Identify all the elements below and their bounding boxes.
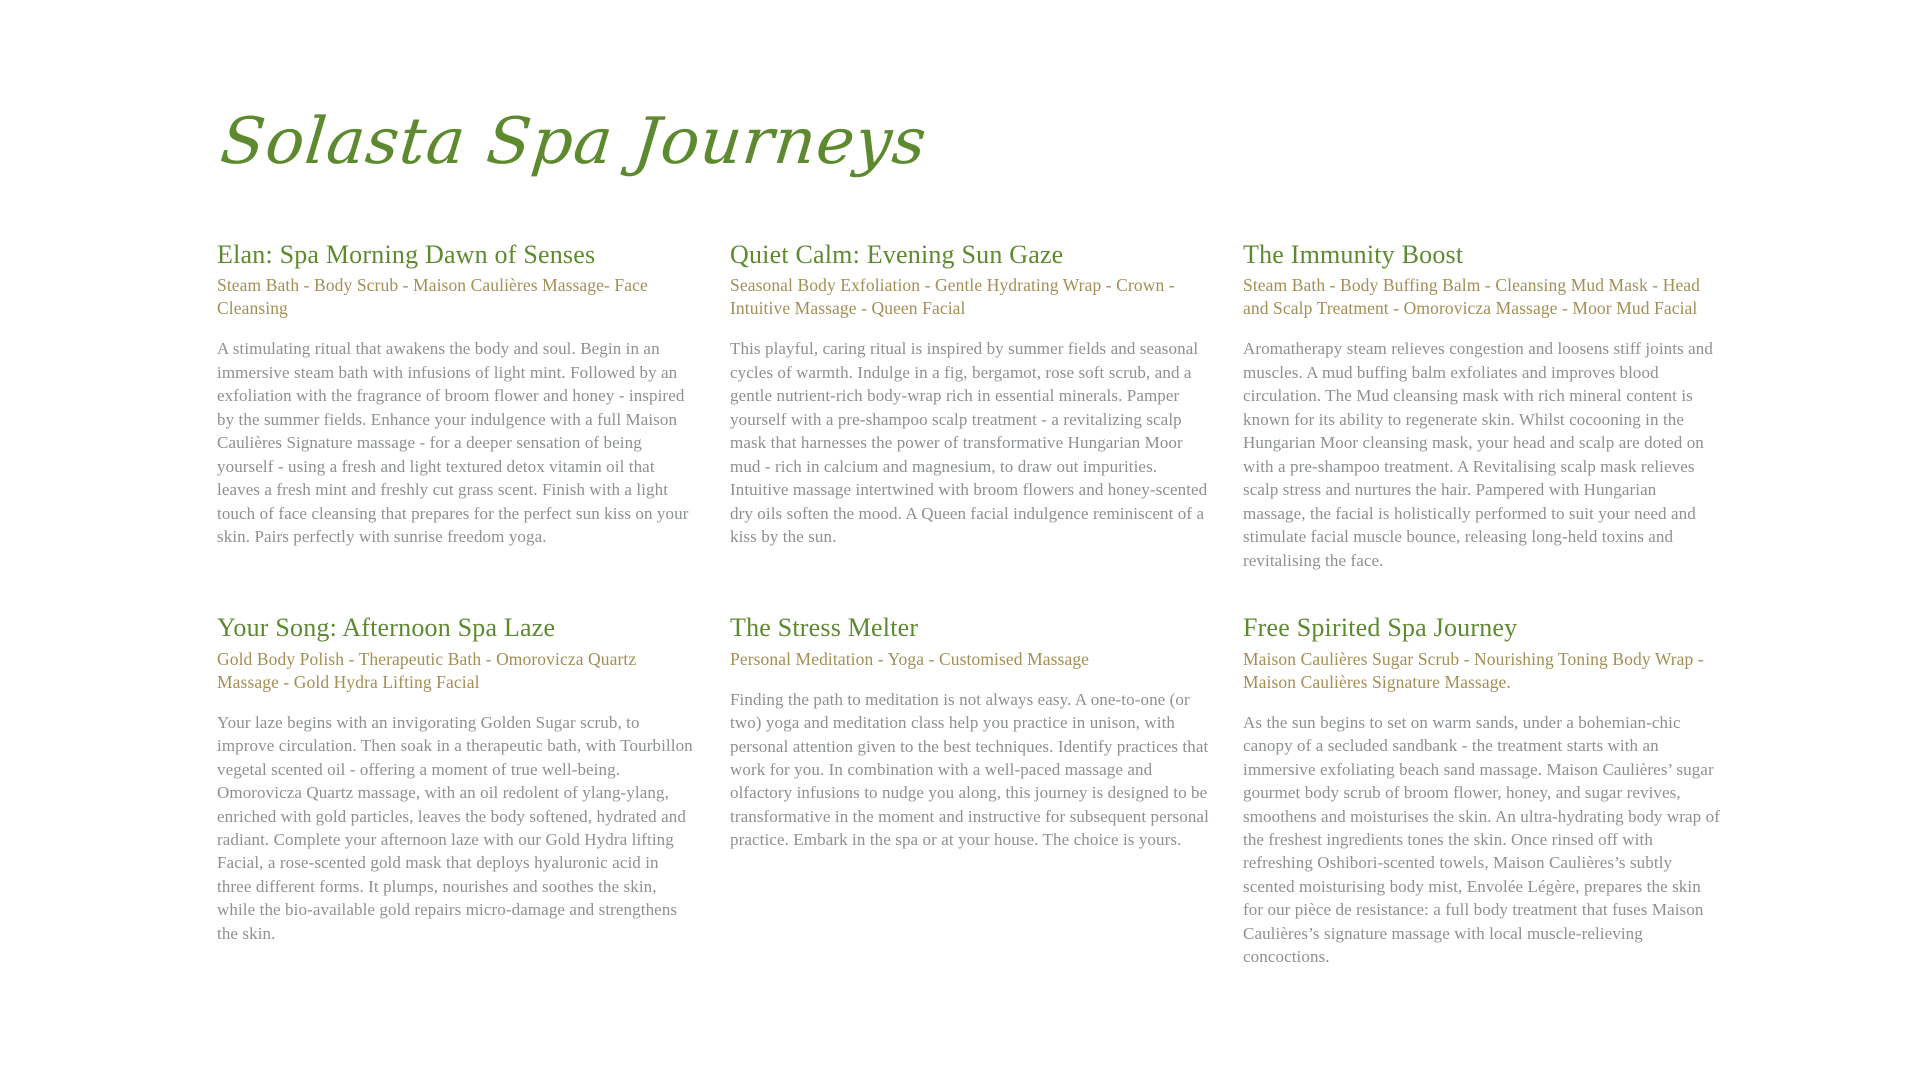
journey-description: As the sun begins to set on warm sands, under a bohemian-chic canopy of a secluded sandbank - the treatment starts with an immersive exfoliating beach sand massage. Maison Caulières’ sugar gourmet body scrub of broom flower, honey, and sugar revives, smoothens and moisturises the skin. An ultra-hydrating body wrap of the freshest ingredients tones the skin. Once rinsed off with refreshing Oshibori-scented towels, Maison Caulières’s subtly scented moisturising body mist, Envolée Légère, prepares the skin for our pièce de resistance: a full body treatment that fuses Maison Caulières’s signature massage with local muscle-relieving concoctions. [1243,712,1720,967]
journey-treatments: Seasonal Body Exfoliation - Gentle Hydrating Wrap - Crown - Intuitive Massage - Queen Facial [730,275,1175,319]
journey-treatments: Steam Bath - Body Scrub - Maison Caulières Massage- Face Cleansing [217,275,648,319]
journey-treatments: Steam Bath - Body Buffing Balm - Cleansing Mud Mask - Head and Scalp Treatment - Omorovicza Massage - Moor Mud Facial [1243,275,1701,319]
journey-description: Aromatherapy steam relieves congestion and loosens stiff joints and muscles. A mud buffing balm exfoliates and improves blood circulation. The Mud cleansing mask with rich mineral content is known for its ability to regenerate skin. Whilst cocooning in the Hungarian Moor cleansing mask, your head and scalp are doted on with a pre-shampoo treatment. A Revitalising scalp mask relieves scalp stress and nurtures the hair. Pampered with Hungarian massage, the facial is holistically performed to suit your need and stimulate facial muscle bounce, releasing long-held toxins and revitalising the face. [1243,339,1713,570]
journey-card-your-song [217,612,697,945]
journey-title: Your Song: Afternoon Spa Laze [217,613,556,643]
journeys-grid [217,239,1920,969]
journey-title: Free Spirited Spa Journey [1243,613,1518,643]
journey-description: A stimulating ritual that awakens the body and soul. Begin in an immersive steam bath with infusions of light mint. Followed by an exfoliation with the fragrance of broom flower and honey - inspired by the summer fields. Enhance your indulgence with a full Maison Caulières Signature massage - for a deeper sensation of being yourself - using a fresh and light textured detox vitamin oil that leaves a fresh mint and freshly cut grass scent. Finish with a light touch of face cleansing that prepares for the perfect sun kiss on your skin. Pairs perfectly with sunrise freedom yoga. [217,339,689,547]
journey-title: Quiet Calm: Evening Sun Gaze [730,239,1064,269]
journey-card-stress-melter [730,612,1210,852]
journey-title: Elan: Spa Morning Dawn of Senses [217,239,596,269]
journey-description: Your laze begins with an invigorating Golden Sugar scrub, to improve circulation. Then soak in a therapeutic bath, with Tourbillon vegetal scented oil - offering a moment of true well-being. Omorovicza Quartz massage, with an oil redolent of ylang-ylang, enriched with gold particles, leaves the body softened, hydrated and radiant. Complete your afternoon laze with our Gold Hydra lifting Facial, a rose-scented gold mask that deploys hyaluronic acid in three different forms. It plumps, nourishes and soothes the skin, while the bio-available gold repairs micro-damage and strengthens the skin. [217,712,693,943]
journey-card-quiet-calm [730,239,1210,549]
journey-title: The Immunity Boost [1243,239,1464,269]
journey-card-immunity-boost [1243,239,1723,572]
journey-card-elan [217,239,697,549]
journey-treatments: Maison Caulières Sugar Scrub - Nourishing Toning Body Wrap - Maison Caulières Signature Massage. [1243,648,1704,692]
journey-description: Finding the path to meditation is not always easy. A one-to-one (or two) yoga and meditation class help you practice in unison, with personal attention given to the best techniques. Identify practices that work for you. In combination with a well-paced massage and olfactory infusions to nudge you along, this journey is designed to be transformative in the moment and instructive for subsequent personal practice. Embark in the spa or at your house. The choice is yours. [730,689,1209,850]
journey-card-free-spirited [1243,612,1723,969]
journey-treatments: Personal Meditation - Yoga - Customised Massage [730,648,1090,669]
journey-title: The Stress Melter [730,613,919,643]
page-title: Solasta Spa Journeys [217,105,931,179]
journey-description: This playful, caring ritual is inspired by summer fields and seasonal cycles of warmth. Indulge in a fig, bergamot, rose soft scrub, and a gentle nutrient-rich body-wrap rich in essential minerals. Pamper yourself with a pre-shampoo scalp treatment - a revitalizing scalp mask that harnesses the power of transformative Hungarian Moor mud - rich in calcium and magnesium, to draw out impurities. Intuitive massage intertwined with broom flowers and honey-scented dry oils soften the mood. A Queen facial indulgence reminiscent of a kiss by the sun. [730,339,1208,547]
journey-treatments: Gold Body Polish - Therapeutic Bath - Omorovicza Quartz Massage - Gold Hydra Lifting Facial [217,648,637,692]
